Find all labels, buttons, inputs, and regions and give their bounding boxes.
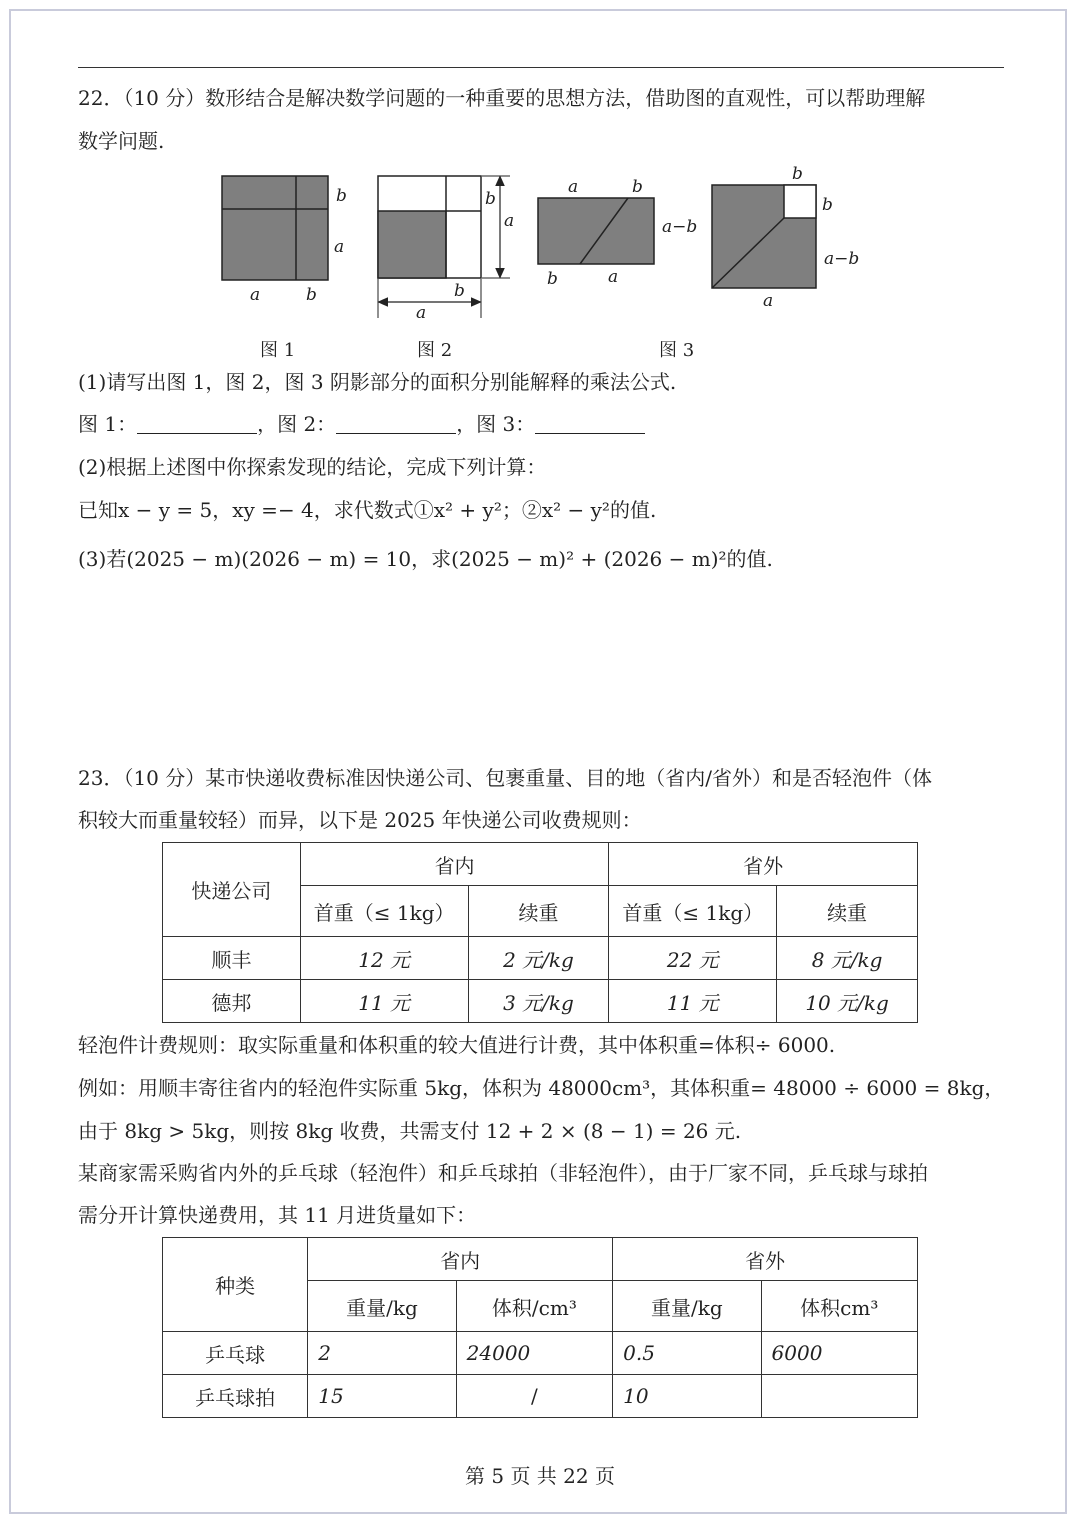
fig3a-label-amb: a−b [662,217,698,237]
cell: 22 元 [609,937,777,980]
page-footer: 第 5 页 共 22 页 [465,1464,615,1488]
q22-fill-blanks [78,410,645,438]
table-row [163,980,918,1023]
row-company-name: 德邦 [163,980,301,1023]
header-weight-in: 重量/kg [308,1281,456,1332]
fig3a-label-b-top: b [632,177,643,197]
cell: 2 [308,1332,456,1375]
caption-fig3: 图 3 [659,340,695,361]
cell: 11 元 [300,980,468,1023]
q22-figures [0,160,1080,360]
header-volume-in: 体积/cm³ [456,1281,613,1332]
q22-part3: (3)若(2025 − m)(2026 − m) = 10，求(2025 − m)² + (2026 − m)²的值. [78,547,773,571]
q23-rule: 轻泡件计费规则：取实际重量和体积重的较大值进行计费，其中体积重=体积÷ 6000. [78,1033,836,1057]
header-in-province: 省内 [300,843,609,886]
fig1-label-b-bottom: b [306,285,317,305]
fig3b-label-b-right: b [822,195,833,215]
fig1-label-a-bottom: a [250,285,261,305]
q23-stem-line1: 23．（10 分）某市快递收费标准因快递公司、包裹重量、目的地（省内/省外）和是否轻泡件（体 [78,766,932,790]
cell: 10 [613,1375,761,1418]
row-company-name: 顺丰 [163,937,301,980]
fig3a-label-a-top: a [568,177,579,197]
header-weight-out: 重量/kg [613,1281,761,1332]
figure-3-rectangle [538,177,697,289]
header-extra-weight-out: 续重 [777,886,918,937]
fig3b-label-amb: a−b [824,249,860,269]
purchase-table [162,1237,918,1418]
figure-1 [222,176,347,305]
q23-stem-line2: 积较大而重量较轻）而异，以下是 2025 年快递公司收费规则： [78,808,642,832]
header-out-province: 省外 [609,843,918,886]
cell: 3 元/kg [468,980,609,1023]
cell: 8 元/kg [777,937,918,980]
q22-stem-line1: 22．（10 分）数形结合是解决数学问题的一种重要的思想方法，借助图的直观性，可以帮助理解 [78,86,926,110]
table-row [163,1332,918,1375]
header-first-weight-out: 首重（≤ 1kg） [609,886,777,937]
header-type: 种类 [163,1238,308,1332]
fig2-label-b-right: b [485,189,496,209]
row-item-name: 乒乓球 [163,1332,308,1375]
fig2-label-b-bottom: b [454,281,465,301]
fig2-label-a-bottom: a [416,303,427,323]
figure-2 [378,176,514,323]
cell: 24000 [456,1332,613,1375]
q22-part2: (2)根据上述图中你探索发现的结论，完成下列计算： [78,455,547,479]
cell: 15 [308,1375,456,1418]
answer-blank-fig1[interactable] [137,413,257,434]
fig3a-label-b-bottom: b [547,269,558,289]
cell: 2 元/kg [468,937,609,980]
q23-example-line1: 例如：用顺丰寄往省内的轻泡件实际重 5kg，体积为 48000cm³，其体积重= 48000 ÷ 6000 = 8kg， [78,1076,1005,1100]
answer-blank-fig2[interactable] [336,413,456,434]
cell: 10 元/kg [777,980,918,1023]
q23-merchant-line1: 某商家需采购省内外的乒乓球（轻泡件）和乒乓球拍（非轻泡件），由于厂家不同，乒乓球与球拍 [78,1161,928,1185]
cell [761,1375,917,1418]
table-row [163,937,918,980]
fig1-label-b-right: b [336,186,347,206]
cell: 0.5 [613,1332,761,1375]
caption-fig2: 图 2 [417,340,453,361]
q23-example-line2: 由于 8kg > 5kg，则按 8kg 收费，共需支付 12 + 2 × (8 − 1) = 26 元. [78,1119,742,1143]
q23-merchant-line2: 需分开计算快递费用，其 11 月进货量如下： [78,1203,477,1227]
header-first-weight-in: 首重（≤ 1kg） [300,886,468,937]
header-in-province: 省内 [308,1238,613,1281]
cell: / [456,1375,613,1418]
fig3b-label-a-bottom: a [763,291,774,311]
fill-label-fig1: 图 1： [78,412,138,436]
header-out-province: 省外 [613,1238,918,1281]
fig1-label-a-right: a [334,237,345,257]
header-extra-weight-in: 续重 [468,886,609,937]
q22-part2-given: 已知x − y = 5，xy =− 4，求代数式①x² + y²；②x² − y²的值. [78,498,657,522]
fig3a-label-a-bottom: a [608,267,619,287]
row-item-name: 乒乓球拍 [163,1375,308,1418]
cell: 11 元 [609,980,777,1023]
fig3b-label-b-top: b [792,164,803,184]
cell: 12 元 [300,937,468,980]
table-row [163,1375,918,1418]
express-fee-table [162,842,918,1023]
caption-fig1: 图 1 [260,340,296,361]
cell: 6000 [761,1332,917,1375]
top-rule [78,67,1004,68]
fill-label-fig3: ，图 3： [456,412,536,436]
header-company: 快递公司 [163,843,301,937]
fill-label-fig2: ，图 2： [257,412,337,436]
header-volume-out: 体积cm³ [761,1281,917,1332]
answer-blank-fig3[interactable] [535,413,645,434]
q22-part1: (1)请写出图 1，图 2，图 3 阴影部分的面积分别能解释的乘法公式. [78,370,677,394]
figure-3-square [712,164,859,311]
q22-stem-line2: 数学问题. [78,129,165,153]
fig2-label-a-right: a [504,211,515,231]
